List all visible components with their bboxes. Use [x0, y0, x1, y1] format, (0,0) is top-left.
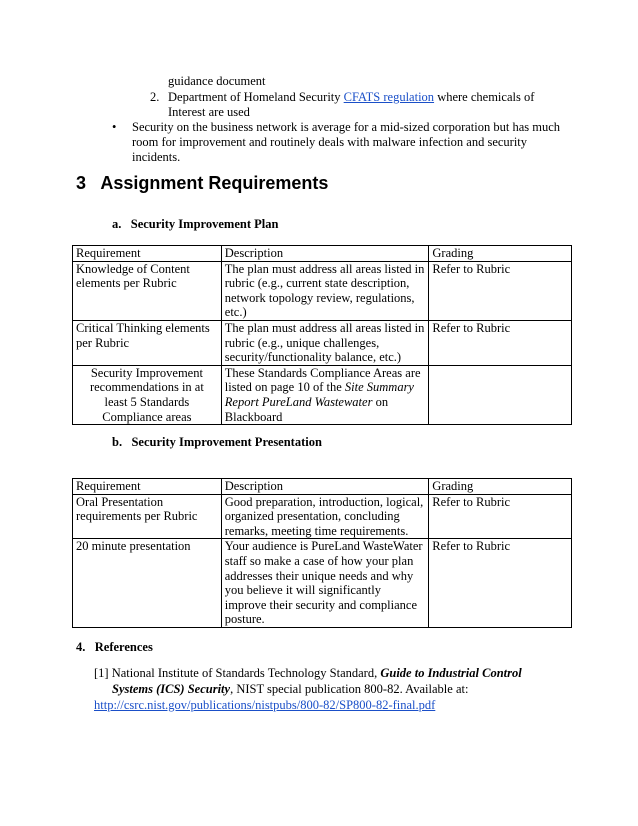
description-cell: The plan must address all areas listed in rubric (e.g., current state description, network topology review, regulations, etc.) [221, 261, 429, 320]
reference-1-text: [1] National Institute of Standards Technology Standard, [94, 666, 381, 680]
cfats-regulation-link[interactable]: CFATS regulation [343, 90, 435, 104]
intro-line-guidance: guidance document [168, 74, 266, 88]
table-row [73, 539, 572, 628]
description-cell: The plan must address all areas listed in rubric (e.g., unique challenges, security/functionality balance, etc.) [221, 320, 429, 365]
reference-1-publication: , NIST special publication 800-82. Available at: [230, 682, 469, 696]
reference-1-line1 [94, 666, 522, 681]
requirements-table-a [72, 245, 572, 425]
requirement-cell: 20 minute presentation [73, 539, 222, 628]
header-grading: Grading [429, 479, 572, 495]
header-requirement: Requirement [73, 246, 222, 262]
table-row [73, 494, 572, 539]
reference-1-title-b: Systems (ICS) Security [112, 682, 231, 696]
header-requirement: Requirement [73, 479, 222, 495]
header-description: Description [221, 479, 429, 495]
reference-1-line2 [112, 682, 468, 697]
reference-1-url-line [94, 698, 435, 713]
grading-cell [429, 365, 572, 424]
section-heading: 3 Assignment Requirements [76, 173, 329, 193]
grading-cell: Refer to Rubric [429, 261, 572, 320]
requirement-cell: Critical Thinking elements per Rubric [73, 320, 222, 365]
description-cell: Good preparation, introduction, logical, organized presentation, concluding remarks, meeting time requirements. [221, 494, 429, 539]
description-cell: These Standards Compliance Areas are listed on page 10 of the Site Summary Report PureLand Wastewater on Blackboard [221, 365, 429, 424]
grading-cell: Refer to Rubric [429, 320, 572, 365]
grading-cell: Refer to Rubric [429, 539, 572, 628]
table-row [73, 320, 572, 365]
grading-cell: Refer to Rubric [429, 494, 572, 539]
bullet-line-3: incidents. [132, 150, 181, 164]
list-item-2-line2: Interest are used [168, 105, 250, 119]
site-summary-title: Site Summary [344, 380, 414, 395]
requirements-table-b [72, 478, 572, 628]
header-description: Description [221, 246, 429, 262]
requirement-cell: Oral Presentation requirements per Rubric [73, 494, 222, 539]
table-header-row [73, 246, 572, 262]
subsection-heading-a: a. Security Improvement Plan [112, 217, 279, 231]
bullet-line-2: room for improvement and routinely deals with malware infection and security [132, 135, 528, 149]
references-heading: 4. References [76, 640, 153, 654]
table-header-row [73, 479, 572, 495]
header-grading: Grading [429, 246, 572, 262]
requirement-cell: Knowledge of Content elements per Rubric [73, 261, 222, 320]
description-cell: Your audience is PureLand WasteWater staff so make a case of how your plan addresses their unique needs and why you believe it will significantly improve their security and compliance posture. [221, 539, 429, 628]
list-item-2-text-a: Department of Homeland Security [168, 90, 341, 104]
reference-1-title-a: Guide to Industrial Control [380, 666, 522, 680]
reference-1-url-link[interactable]: http://csrc.nist.gov/publications/nistpubs/800-82/SP800-82-final.pdf [94, 698, 436, 712]
requirement-cell: Security Improvement recommendations in at least 5 Standards Compliance areas [73, 365, 222, 424]
list-item-number: 2. [150, 90, 160, 104]
bullet-icon: • [112, 120, 117, 134]
bullet-line-1: Security on the business network is average for a mid-sized corporation but has much [132, 120, 561, 134]
report-title: Report PureLand Wastewater [224, 394, 373, 409]
subsection-heading-b: b. Security Improvement Presentation [112, 435, 322, 449]
table-row [73, 365, 572, 424]
table-row [73, 261, 572, 320]
list-item-2 [168, 90, 534, 105]
list-item-2-text-b: where chemicals of [437, 90, 535, 104]
